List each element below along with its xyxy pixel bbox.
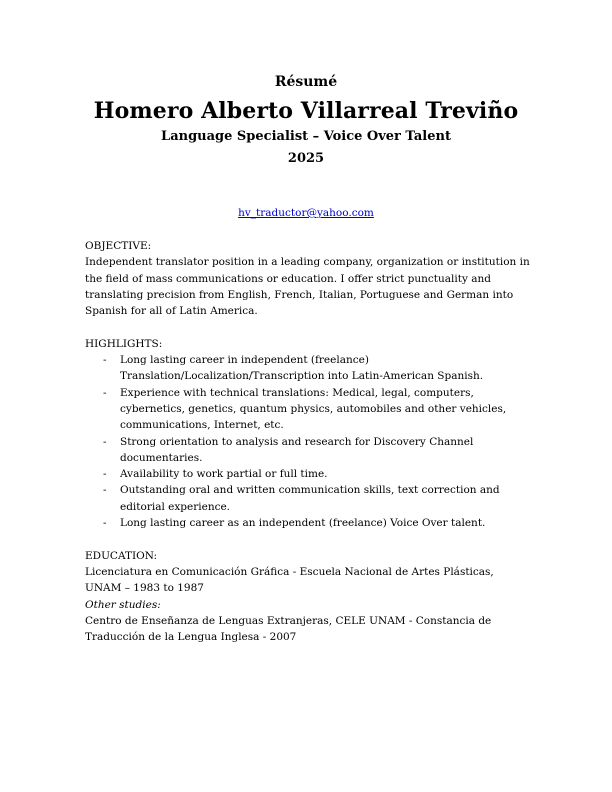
email-line: [0, 207, 612, 219]
bullet-dash: -: [103, 517, 107, 530]
candidate-name: Homero Alberto Villarreal Treviño: [93, 98, 519, 124]
education-heading: EDUCATION:: [85, 549, 158, 562]
email-link[interactable]: hv_traductor@yahoo.com: [238, 207, 374, 219]
bullet-dash: -: [103, 484, 107, 497]
highlight-text: Long lasting career in independent (freelance) Translation/Localization/Transcription into Latin-American Spanish.: [120, 354, 484, 383]
highlight-text: Availability to work partial or full time.: [120, 468, 328, 481]
highlights-list: [85, 352, 530, 531]
other-studies-label: Other studies:: [85, 598, 161, 611]
list-item: [85, 515, 530, 531]
list-item: [85, 385, 530, 434]
other-studies-text: Centro de Enseñanza de Lenguas Extranjeras, CELE UNAM - Constancia de Traducción de la Lengua Inglesa - 2007: [85, 614, 492, 644]
highlight-text: Strong orientation to analysis and research for Discovery Channel documentaries.: [120, 435, 474, 464]
highlight-text: Long lasting career as an independent (freelance) Voice Over talent.: [120, 517, 486, 530]
resume-body: [85, 238, 530, 645]
resume-label: Résumé: [274, 74, 338, 90]
objective-heading: OBJECTIVE:: [85, 240, 152, 252]
year: 2025: [287, 151, 325, 166]
bullet-dash: -: [103, 435, 107, 448]
job-title: Language Specialist – Voice Over Talent: [161, 129, 451, 144]
list-item: [85, 434, 530, 467]
bullet-dash: -: [103, 386, 107, 399]
list-item: [85, 352, 530, 385]
list-item: [85, 482, 530, 515]
education-degree: Licenciatura en Comunicación Gráfica - Escuela Nacional de Artes Plásticas, UNAM – 1983 to 1987: [85, 565, 494, 595]
highlight-text: Experience with technical translations: Medical, legal, computers, cybernetics, genetics, quantum physics, automobiles and other vehicles, communications, Internet, etc.: [120, 386, 507, 432]
bullet-dash: -: [103, 354, 107, 367]
list-item: [85, 466, 530, 482]
highlights-heading: HIGHLIGHTS:: [85, 337, 163, 350]
bullet-dash: -: [103, 468, 107, 481]
objective-text: Independent translator position in a leading company, organization or institution in the field of mass communications or education. I offer strict punctuality and translating precision from English, French, Italian, Portuguese and German into Spanish for all of Latin America.: [85, 256, 530, 318]
highlight-text: Outstanding oral and written communication skills, text correction and editorial experience.: [120, 484, 500, 513]
